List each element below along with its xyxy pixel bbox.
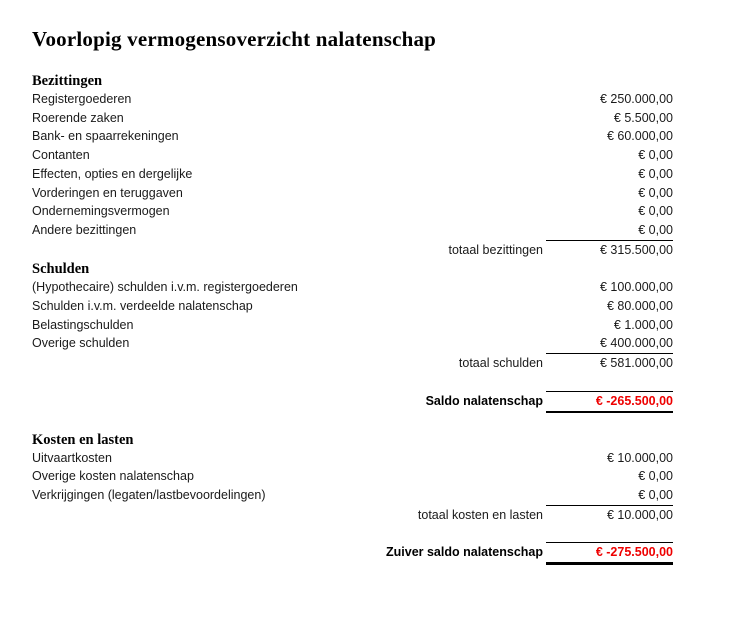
row-value: € 1.000,00 — [613, 317, 673, 332]
table-row — [32, 202, 673, 221]
table-row — [32, 109, 673, 128]
row-label: Belastingschulden — [32, 317, 134, 332]
row-label: Verkrijgingen (legaten/lastbevoordelingen) — [32, 487, 266, 502]
row-label: Uitvaartkosten — [32, 450, 112, 465]
page-title: Voorlopig vermogensoverzicht nalatenschap — [32, 27, 437, 51]
saldo-label: Saldo nalatenschap — [425, 393, 543, 408]
row-label: Overige schulden — [32, 336, 130, 351]
row-value: € 0,00 — [638, 469, 673, 484]
row-value: € 10.000,00 — [606, 450, 673, 465]
row-value: € 100.000,00 — [600, 280, 673, 295]
row-label: Bank- en spaarrekeningen — [32, 129, 179, 144]
row-label: (Hypothecaire) schulden i.v.m. registergoederen — [32, 280, 298, 295]
section-heading-bezittingen: Bezittingen — [32, 73, 103, 89]
table-row — [32, 146, 673, 165]
table-row — [32, 334, 673, 353]
row-value: € 0,00 — [638, 204, 673, 219]
total-value: € 10.000,00 — [546, 505, 673, 525]
table-row — [32, 127, 673, 146]
table-row — [32, 184, 673, 203]
row-value: € 5.500,00 — [613, 110, 673, 125]
total-value: € 315.500,00 — [546, 240, 673, 260]
section-heading-schulden: Schulden — [32, 261, 90, 278]
zuiver-saldo-value: € -275.500,00 — [546, 542, 673, 565]
row-label: Schulden i.v.m. verdeelde nalatenschap — [32, 299, 253, 314]
saldo-row — [32, 391, 673, 413]
table-row — [32, 297, 673, 316]
row-value: € 400.000,00 — [600, 336, 673, 351]
zuiver-saldo-label: Zuiver saldo nalatenschap — [386, 545, 543, 560]
table-row — [32, 486, 673, 505]
row-label: Ondernemingsvermogen — [32, 204, 170, 219]
table-row — [32, 90, 673, 109]
total-value: € 581.000,00 — [546, 353, 673, 373]
total-label: totaal schulden — [458, 356, 543, 371]
table-row — [32, 449, 673, 468]
row-value: € 250.000,00 — [600, 92, 673, 106]
row-value: € 0,00 — [638, 487, 673, 502]
table-row — [32, 467, 673, 486]
row-label: Contanten — [32, 148, 90, 163]
table-row — [32, 221, 673, 240]
total-row-bezittingen — [32, 240, 673, 260]
total-row-schulden — [32, 353, 673, 373]
row-value: € 0,00 — [638, 148, 673, 163]
row-value: € 80.000,00 — [606, 299, 673, 314]
row-value: € 60.000,00 — [606, 129, 673, 144]
zuiver-saldo-row — [32, 542, 673, 565]
row-label: Roerende zaken — [32, 110, 124, 125]
row-label: Vorderingen en teruggaven — [32, 185, 183, 200]
total-row-kosten — [32, 505, 673, 525]
row-value: € 0,00 — [638, 185, 673, 200]
row-label: Effecten, opties en dergelijke — [32, 166, 193, 181]
total-label: totaal kosten en lasten — [417, 507, 543, 522]
section-kosten-en-lasten — [32, 432, 673, 566]
row-label: Overige kosten nalatenschap — [32, 469, 194, 484]
row-value: € 0,00 — [638, 222, 673, 237]
row-value: € 0,00 — [638, 166, 673, 181]
section-bezittingen — [32, 73, 673, 259]
section-heading-kosten: Kosten en lasten — [32, 431, 134, 448]
row-label: Registergoederen — [32, 92, 132, 106]
total-label: totaal bezittingen — [448, 242, 543, 257]
saldo-value: € -265.500,00 — [546, 391, 673, 413]
table-row — [32, 278, 673, 297]
section-schulden — [32, 261, 673, 412]
row-label: Andere bezittingen — [32, 222, 137, 237]
table-row — [32, 165, 673, 184]
table-row — [32, 316, 673, 335]
